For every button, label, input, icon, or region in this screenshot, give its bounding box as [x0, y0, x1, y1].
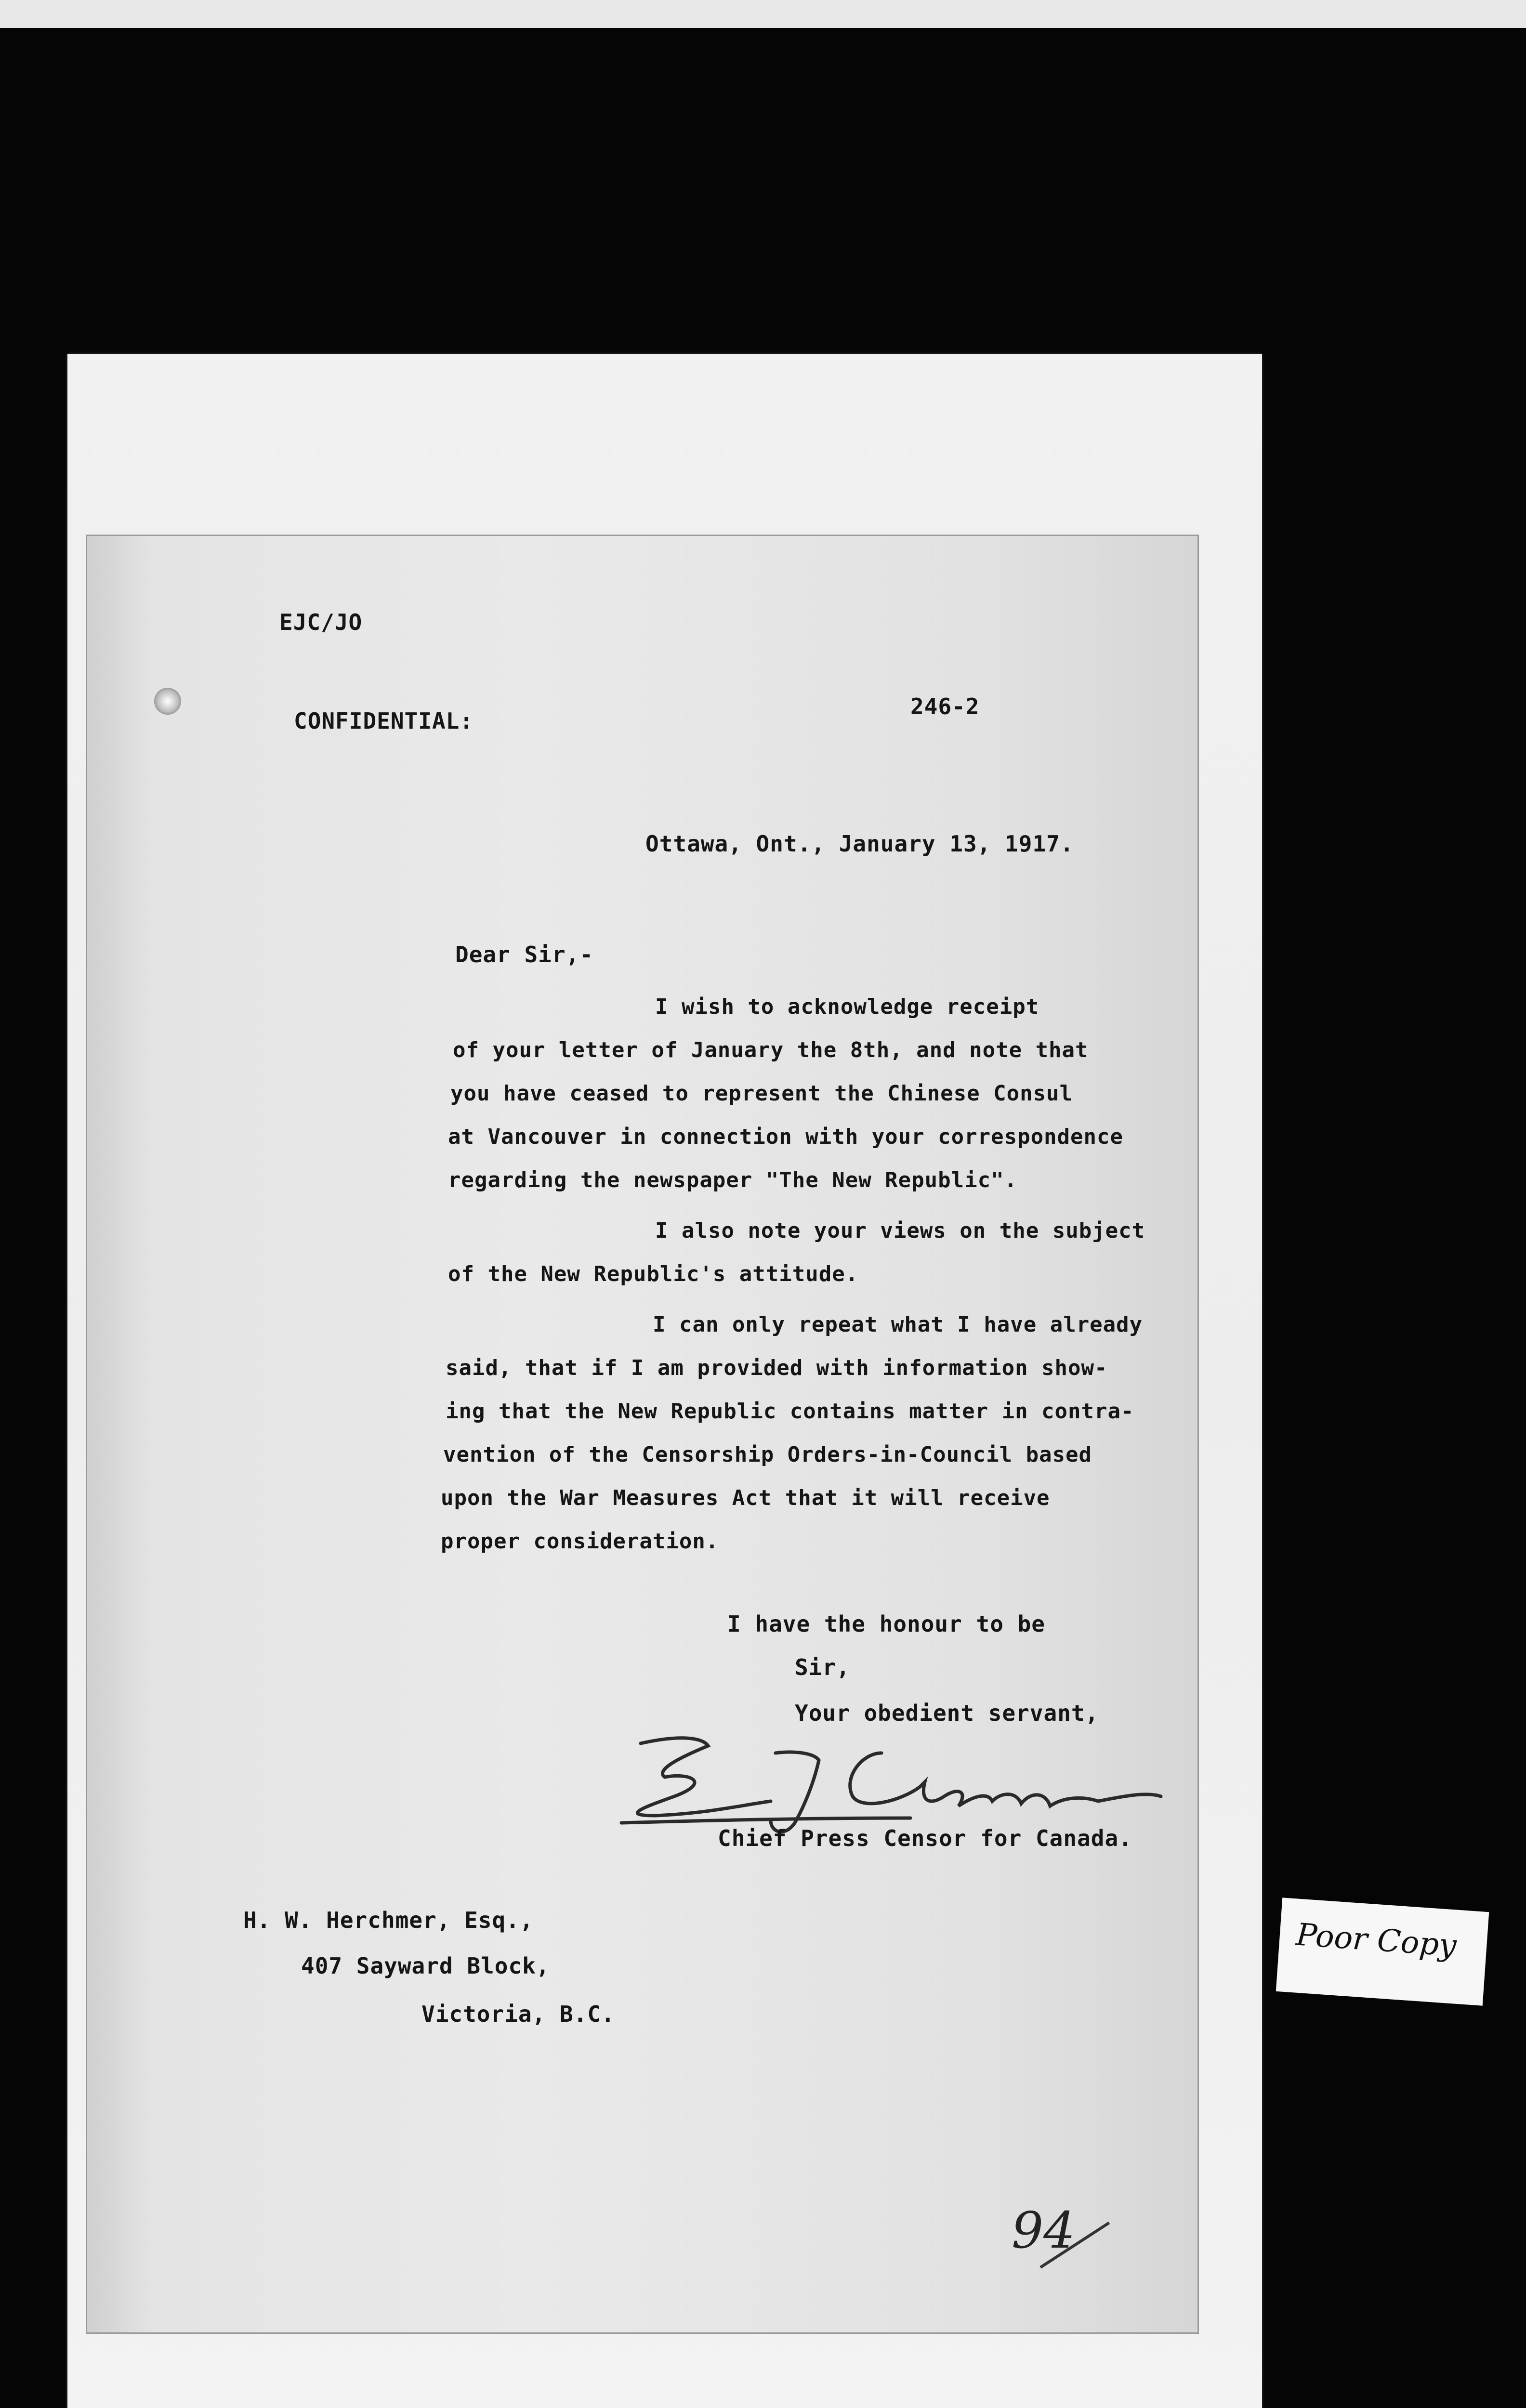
body-line: of your letter of January the 8th, and note that: [453, 1038, 1089, 1062]
body-line: you have ceased to represent the Chinese Consul: [450, 1081, 1073, 1106]
classification-label: CONFIDENTIAL:: [294, 708, 474, 734]
salutation: Dear Sir,-: [455, 942, 593, 968]
date-line: Ottawa, Ont., January 13, 1917.: [645, 831, 1074, 857]
reference-initials: EJC/JO: [279, 609, 363, 635]
body-line: I wish to acknowledge receipt: [655, 995, 1039, 1019]
scanner-top-strip: [0, 0, 1526, 28]
body-line: upon the War Measures Act that it will receive: [441, 1486, 1050, 1510]
closing-servant: Your obedient servant,: [795, 1700, 1099, 1726]
handwritten-page-number: 94: [1012, 2201, 1076, 2260]
body-line: proper consideration.: [441, 1529, 719, 1554]
body-line: said, that if I am provided with information show-: [446, 1356, 1108, 1380]
recipient-city: Victoria, B.C.: [421, 2001, 615, 2027]
closing-sir: Sir,: [795, 1654, 850, 1680]
letter-sheet: [86, 535, 1199, 2334]
signature-title: Chief Press Censor for Canada.: [718, 1825, 1132, 1851]
closing-line: I have the honour to be: [727, 1611, 1045, 1637]
body-line: regarding the newspaper "The New Republic".: [448, 1168, 1018, 1192]
recipient-address: 407 Sayward Block,: [301, 1953, 550, 1979]
poor-copy-sticker: [1276, 1898, 1489, 2006]
body-line: I can only repeat what I have already: [653, 1312, 1143, 1337]
file-number: 246-2: [910, 694, 980, 720]
body-line: I also note your views on the subject: [655, 1218, 1145, 1243]
punch-hole: [154, 688, 181, 715]
body-line: at Vancouver in connection with your correspondence: [448, 1125, 1124, 1149]
body-line: vention of the Censorship Orders-in-Council based: [443, 1442, 1092, 1467]
body-line: of the New Republic's attitude.: [448, 1262, 859, 1286]
recipient-name: H. W. Herchmer, Esq.,: [243, 1907, 534, 1933]
body-line: ing that the New Republic contains matter in contra-: [446, 1399, 1134, 1424]
poor-copy-text: Poor Copy: [1295, 1917, 1458, 1964]
